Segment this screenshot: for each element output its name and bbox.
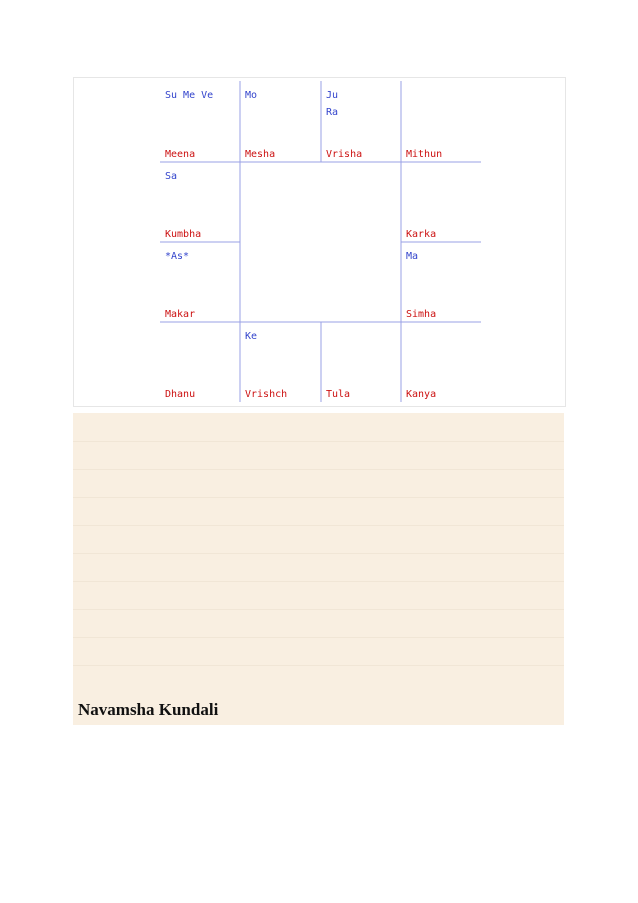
- house-mithun: [401, 81, 481, 162]
- sign-label: Kanya: [406, 389, 437, 400]
- band-rule: [73, 469, 564, 470]
- caption-band: [73, 413, 564, 725]
- house-mesha: [240, 81, 321, 162]
- planet-list: Ju Ra: [326, 90, 339, 118]
- sign-label: Mesha: [245, 149, 276, 160]
- planet-list: Su Me Ve: [165, 90, 214, 101]
- house-kumbha: [160, 162, 240, 242]
- sign-label: Vrisha: [326, 149, 363, 160]
- planet-list: Ke: [245, 331, 258, 342]
- planet-list: *As*: [165, 251, 190, 262]
- sign-label: Kumbha: [165, 229, 202, 240]
- sign-label: Karka: [406, 229, 437, 240]
- sign-label: Simha: [406, 309, 437, 320]
- planet-list: Sa: [165, 171, 178, 182]
- band-rule: [73, 665, 564, 666]
- band-rule: [73, 637, 564, 638]
- house-makar: [160, 242, 240, 322]
- band-rule: [73, 581, 564, 582]
- band-rule: [73, 441, 564, 442]
- sign-label: Meena: [165, 149, 196, 160]
- house-tula: [321, 322, 401, 402]
- sign-label: Tula: [326, 389, 351, 400]
- house-simha: [401, 242, 481, 322]
- band-rule: [73, 609, 564, 610]
- sign-label: Vrishch: [245, 389, 288, 400]
- sign-label: Dhanu: [165, 389, 196, 400]
- planet-list: Mo: [245, 90, 258, 101]
- band-rule: [73, 497, 564, 498]
- navamsha-chart: [73, 77, 566, 407]
- sign-label: Makar: [165, 309, 196, 320]
- house-vrisha: [321, 81, 401, 162]
- page-title: Navamsha Kundali: [78, 700, 219, 719]
- sign-label: Mithun: [406, 149, 443, 160]
- house-karka: [401, 162, 481, 242]
- band-rule: [73, 525, 564, 526]
- house-meena: [160, 81, 240, 162]
- house-vrishch: [240, 322, 321, 402]
- house-kanya: [401, 322, 481, 402]
- planet-list: Ma: [406, 251, 419, 262]
- band-rule: [73, 553, 564, 554]
- house-dhanu: [160, 322, 240, 402]
